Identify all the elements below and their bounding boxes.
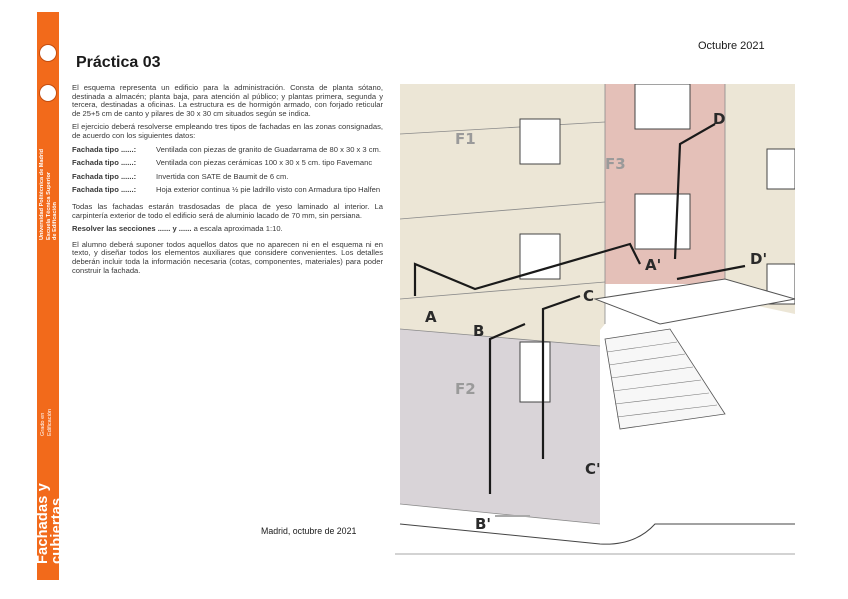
instructions-paragraph: El ejercicio deberá resolverse empleando tres tipos de fachadas en las zonas consignadas, de acuerdo con los siguientes datos:	[72, 122, 383, 140]
university-name	[39, 149, 59, 240]
facade-f2-zone	[400, 329, 600, 524]
university-line: Universidad Politécnica de Madrid	[39, 148, 45, 240]
section-label: D'	[750, 250, 768, 268]
facade-type-value: Hoja exterior continua ½ pie ladrillo visto con Armadura tipo Halfen	[156, 185, 381, 195]
page-title: Práctica 03	[76, 54, 161, 71]
intro-paragraph: El esquema representa un edificio para la administración. Consta de planta sótano, destinada a almacén; planta baja, para atención al público; y plantas primera, segunda y tercera, destinadas a oficinas. La estructura es de hormigón armado, con forjado reticular de 25+5 cm de canto y pilares de 30 x 30 cm situados según se indica.	[72, 83, 383, 118]
zone-label: F2	[455, 380, 476, 398]
resolve-line	[72, 225, 383, 234]
window	[520, 234, 560, 279]
section-label: C'	[585, 460, 601, 478]
sidebar-band	[35, 12, 65, 580]
section-label: B'	[475, 515, 492, 533]
course-line-2: cubiertas	[49, 497, 65, 564]
exercise-statement	[72, 84, 383, 280]
facade-type-item	[72, 173, 383, 182]
facade-type-label: Fachada tipo ......:	[72, 171, 137, 181]
university-seal-icon	[39, 44, 57, 62]
window	[767, 149, 795, 189]
course-line: Fachadas y	[35, 483, 51, 564]
section-label: D	[713, 110, 726, 128]
resolve-scale: a escala aproximada 1:10.	[191, 224, 283, 234]
degree-line: Grado en	[40, 412, 46, 436]
window	[635, 84, 690, 129]
zone-label: F1	[455, 130, 476, 148]
building-sketch	[395, 84, 795, 560]
facade-type-label: Fachada tipo ......:	[72, 185, 137, 195]
window	[520, 119, 560, 164]
facade-type-item	[72, 186, 383, 195]
degree-line-2: Edificación	[46, 408, 53, 436]
section-label: A'	[645, 256, 662, 274]
notes-paragraph: El alumno deberá suponer todos aquellos datos que no aparecen ni en el esquema ni en texto, y diseñar todos los elementos auxiliares que considere convenientes. Los detalles deberán incluir toda la información necesaria (cotas, componentes, materiales) para poder construir la fachada.	[72, 239, 383, 275]
curb-line	[400, 524, 795, 544]
section-label: A	[425, 308, 437, 326]
finishes-paragraph: Todas las fachadas estarán trasdosadas de placa de yeso laminado al interior. La carpintería exterior de todo el edificio será de aluminio lacado de 70 mm, sin persiana.	[72, 201, 383, 220]
facade-type-item	[72, 146, 383, 155]
section-label: C	[583, 287, 595, 305]
course-name	[36, 483, 64, 564]
facade-type-value: Ventilada con piezas cerámicas 100 x 30 x 5 cm. tipo Favemanc	[156, 158, 373, 168]
resolve-label: Resolver las secciones ...... y ......	[72, 224, 192, 234]
school-seal-icon	[39, 84, 57, 102]
document-date: Octubre 2021	[698, 40, 765, 52]
facade-type-value: Ventilada con piezas de granito de Guadarrama de 80 x 30 x 3 cm.	[156, 144, 381, 154]
window	[635, 194, 690, 249]
section-label: B	[473, 322, 485, 340]
school-line: Escuela Técnica Superior	[45, 171, 52, 240]
facade-type-value: Invertida con SATE de Baumit de 6 cm.	[156, 171, 289, 181]
degree-name	[40, 409, 53, 436]
facade-type-label: Fachada tipo ......:	[72, 144, 137, 154]
facade-type-item	[72, 159, 383, 168]
zone-label: F3	[605, 155, 626, 173]
school-line-2: de Edificación	[52, 202, 58, 240]
place-date: Madrid, octubre de 2021	[261, 526, 357, 536]
facade-type-label: Fachada tipo ......:	[72, 158, 137, 168]
window	[520, 342, 550, 402]
